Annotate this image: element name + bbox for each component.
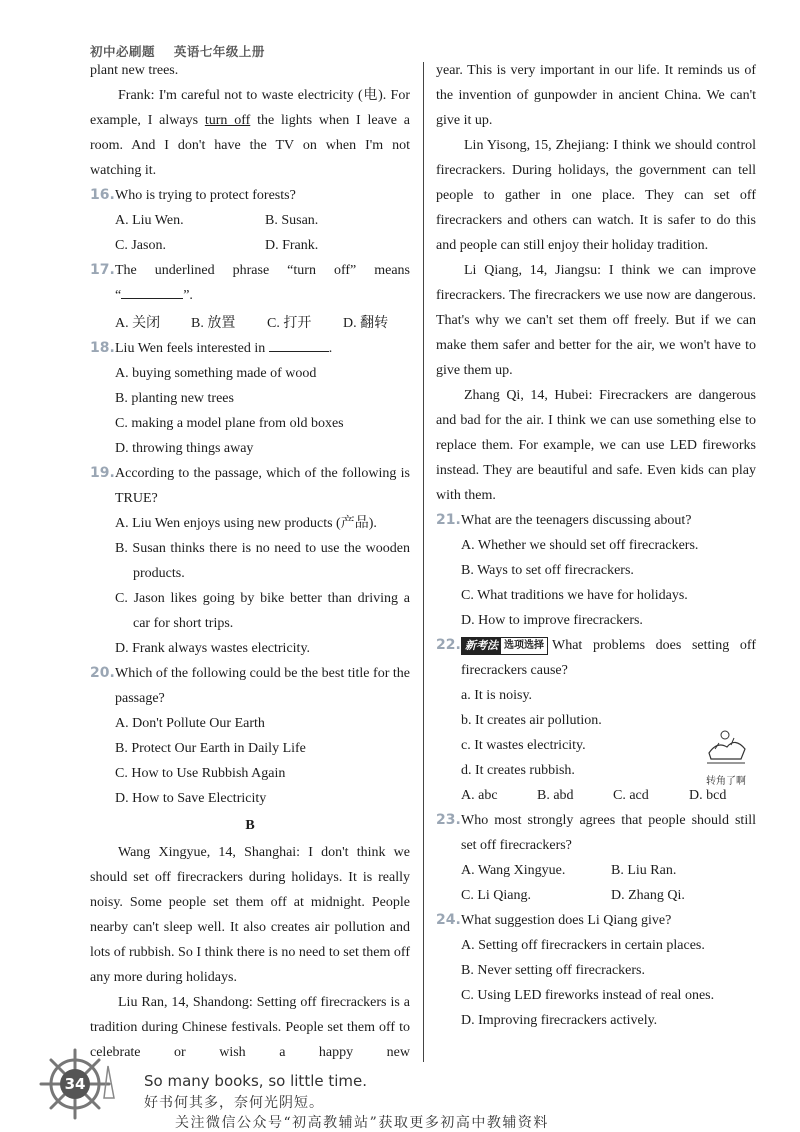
statement-d: d. It creates rubbish.: [461, 763, 575, 778]
subject-title: 英语七年级上册: [173, 44, 265, 59]
question-number: 23.: [436, 812, 461, 828]
option-a[interactable]: A. Whether we should set off firecrackers.: [461, 538, 699, 553]
question-number: 17.: [90, 262, 115, 278]
option-d[interactable]: D. Frank.: [265, 238, 319, 253]
question-number: 19.: [90, 465, 115, 481]
underlined-phrase: turn off: [204, 113, 251, 128]
option-c[interactable]: C. making a model plane from old boxes: [115, 416, 344, 431]
question-number: 24.: [436, 912, 461, 928]
question-23: [436, 808, 756, 908]
option-a[interactable]: A. Setting off firecrackers in certain places.: [461, 938, 705, 953]
passage-frank: Frank: I'm careful not to waste electricity (电). For example, I always turn off the lights when I leave a room. And I don't have the TV on when I'm not watching it.: [90, 88, 411, 178]
question-number: 18.: [90, 340, 115, 356]
column-divider: [423, 62, 424, 1062]
passage-lin: Lin Yisong, 15, Zhejiang: I think we should control firecrackers. During holidays, the government can tell people to gather in one place. They can set off firecrackers and others can watch. It is safer to do this and people can still enjoy their holiday tradition.: [436, 138, 756, 253]
footer-notice: 关注微信公众号“初高教辅站”获取更多初高中教辅资料: [175, 1115, 549, 1131]
option-d[interactable]: D. Zhang Qi.: [611, 888, 685, 903]
question-number: 16.: [90, 187, 115, 203]
option-c[interactable]: C. Jason likes going by bike better than driving a car for short trips.: [115, 591, 410, 631]
option-a[interactable]: A. Don't Pollute Our Earth: [115, 716, 265, 731]
footer-motto-en: So many books, so little time.: [144, 1072, 368, 1090]
question-stem: What suggestion does Li Qiang give?: [461, 913, 672, 928]
section-b-heading: B: [245, 818, 255, 833]
question-stem: Who is trying to protect forests?: [115, 188, 296, 203]
option-a[interactable]: A. 关闭: [115, 316, 161, 331]
question-19: [90, 461, 410, 661]
question-stem: Who most strongly agrees that people should still set off firecrackers?: [461, 813, 756, 853]
question-stem: The underlined phrase “turn off” means: [115, 263, 410, 278]
question-24: [436, 908, 756, 1033]
option-a[interactable]: A. abc: [461, 788, 498, 803]
option-d[interactable]: D. throwing things away: [115, 441, 254, 456]
book-title: 初中必刷题: [90, 44, 156, 59]
option-b[interactable]: B. Ways to set off firecrackers.: [461, 563, 634, 578]
option-d[interactable]: D. How to Save Electricity: [115, 791, 267, 806]
question-17: 17. The underlined phrase “turn off” means “ ”. A. 关闭 B. 放置 C. 打开 D. 翻转: [90, 258, 410, 336]
doodle-illustration: [701, 723, 751, 771]
option-a[interactable]: A. Liu Wen.: [115, 213, 184, 228]
footer-motto-cn: 好书何其多，奈何光阴短。: [144, 1095, 324, 1111]
question-stem: What are the teenagers discussing about?: [461, 513, 692, 528]
question-20: [90, 661, 410, 811]
option-a[interactable]: A. buying something made of wood: [115, 366, 317, 381]
question-number: 20.: [90, 665, 115, 681]
question-stem: Which of the following could be the best title for the passage?: [115, 666, 410, 706]
right-column: [436, 58, 756, 1033]
option-b[interactable]: B. Protect Our Earth in Daily Life: [115, 741, 306, 756]
option-c[interactable]: C. Jason.: [115, 238, 166, 253]
statement-b: b. It creates air pollution.: [461, 713, 602, 728]
statement-c: c. It wastes electricity.: [461, 738, 586, 753]
new-method-badge: 新考法 选项选择: [461, 637, 548, 655]
option-c[interactable]: C. Using LED fireworks instead of real ones.: [461, 988, 715, 1003]
answer-blank[interactable]: [269, 337, 329, 352]
passage-a-tail: plant new trees.: [90, 63, 179, 78]
option-c[interactable]: C. Li Qiang.: [461, 888, 531, 903]
option-b[interactable]: B. Susan.: [265, 213, 319, 228]
question-stem: What problems does setting off firecrackers cause?: [461, 638, 756, 678]
option-c[interactable]: C. 打开: [267, 316, 312, 331]
doodle-caption: 转角了啊: [706, 776, 746, 787]
option-b[interactable]: B. abd: [537, 788, 574, 803]
question-stem: Liu Wen feels interested in: [115, 341, 266, 356]
option-b[interactable]: B. Liu Ran.: [611, 863, 677, 878]
option-b[interactable]: B. Never setting off firecrackers.: [461, 963, 645, 978]
passage-wang: Wang Xingyue, 14, Shanghai: I don't think we should set off firecrackers during holidays. It is really noisy. Some people set them off at midnight. People nearby can't sleep well. It also creates air pollution and lots of rubbish. So I think there is no need to set them off any more during holidays.: [90, 845, 410, 985]
question-18: 18. Liu Wen feels interested in . A. buying something made of wood B. planting new trees C. making a model plane from old boxes D. throwing things away: [90, 336, 410, 461]
answer-blank[interactable]: [121, 284, 183, 299]
option-d[interactable]: D. Improving firecrackers actively.: [461, 1013, 658, 1028]
option-d[interactable]: D. bcd: [689, 788, 727, 803]
option-d[interactable]: D. Frank always wastes electricity.: [115, 641, 311, 656]
question-stem: According to the passage, which of the following is TRUE?: [115, 466, 410, 506]
option-c[interactable]: C. acd: [613, 788, 649, 803]
option-c[interactable]: C. What traditions we have for holidays.: [461, 588, 688, 603]
option-b[interactable]: B. 放置: [191, 316, 236, 331]
option-d[interactable]: D. 翻转: [343, 316, 389, 331]
option-b[interactable]: B. Susan thinks there is no need to use the wooden products.: [115, 541, 410, 581]
question-number: 22.: [436, 637, 461, 653]
option-c[interactable]: C. How to Use Rubbish Again: [115, 766, 286, 781]
statement-a: a. It is noisy.: [461, 688, 533, 703]
page-number: 34: [60, 1069, 90, 1099]
passage-zhang: Zhang Qi, 14, Hubei: Firecrackers are dangerous and bad for the air. I think we can use something else to replace them. For example, we can use LED fireworks instead. They are beautiful and safe. Even kids can play with them.: [436, 388, 756, 503]
option-b[interactable]: B. planting new trees: [115, 391, 234, 406]
passage-li: Li Qiang, 14, Jiangsu: I think we can improve firecrackers. The firecrackers we use now are dangerous. That's why we can't set them off freely. But if we can make them safer and better for the air, we won't have to give them up.: [436, 263, 756, 378]
option-d[interactable]: D. How to improve firecrackers.: [461, 613, 643, 628]
question-number: 21.: [436, 512, 461, 528]
passage-liu-start: Liu Ran, 14, Shandong: Setting off firecrackers is a tradition during Chinese festivals. People set them off to celebrate or wish a happy new: [90, 995, 410, 1060]
question-21: [436, 508, 756, 633]
option-a[interactable]: A. Wang Xingyue.: [461, 863, 566, 878]
option-a[interactable]: A. Liu Wen enjoys using new products (产品).: [115, 516, 377, 531]
question-16: [90, 183, 410, 258]
passage-liu-end: year. This is very important in our life. It reminds us of the invention of gunpowder in ancient China. We can't give it up.: [436, 63, 756, 128]
left-column: [90, 58, 410, 1065]
